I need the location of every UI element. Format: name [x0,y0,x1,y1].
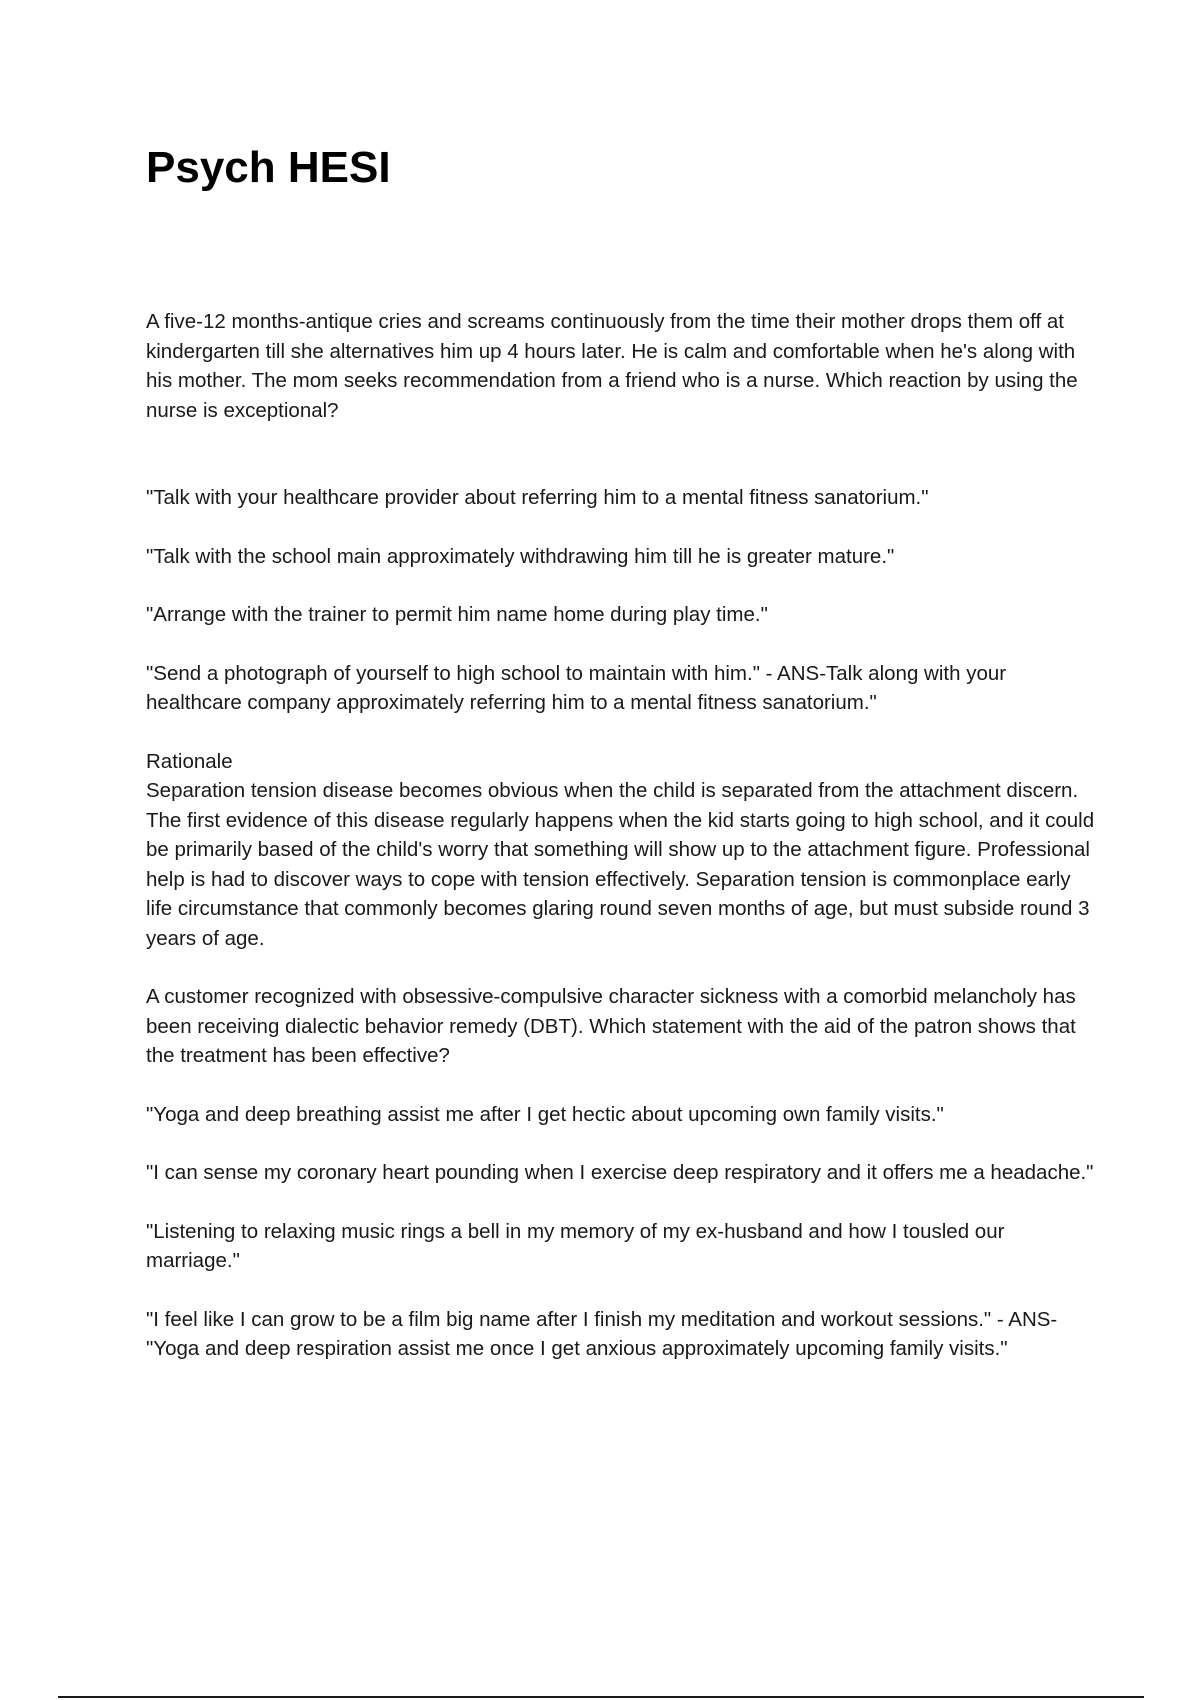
question-1-option-3: "Arrange with the trainer to permit him name home during play time." [146,603,768,626]
rationale-heading: Rationale [146,749,233,773]
footer-divider [58,1696,1144,1698]
document-body [146,307,1096,1364]
question-2-option-4-with-answer: "I feel like I can grow to be a film big name after I finish my meditation and workout sessions." - ANS-"Yoga and deep respiration assist me once I get anxious approximately upcoming family visits." [146,1307,1058,1360]
question-1-stem: A five-12 months-antique cries and screams continuously from the time their mother drops them off at kindergarten till she alternatives him up 4 hours later. He is calm and comfortable when he's along with his mother. The mom seeks recommendation from a friend who is a nurse. Which reaction by using the nurse is exceptional? [146,310,1078,422]
question-1-option-2: "Talk with the school main approximately withdrawing him till he is greater mature." [146,544,895,568]
question-1-option-4-with-answer: "Send a photograph of yourself to high school to maintain with him." - ANS-Talk along with your healthcare company approximately referring him to a mental fitness sanatorium." [146,661,1007,714]
rationale-text: Separation tension disease becomes obvious when the child is separated from the attachment discern. The first evidence of this disease regularly happens when the kid starts going to high school, and it could be primarily based of the child's worry that something will show up to the attachment figure. Professional help is had to discover ways to cope with tension effectively. Separation tension is commonplace early life circumstance that commonly becomes glaring round seven months of age, but must subside round 3 years of age. [146,779,1095,950]
question-2-stem: A customer recognized with obsessive-compulsive character sickness with a comorbid melancholy has been receiving dialectic behavior remedy (DBT). Which statement with the aid of the patron shows that the treatment has been effective? [146,985,1076,1067]
question-2-option-1: "Yoga and deep breathing assist me after I get hectic about upcoming own family visits." [146,1102,944,1126]
question-2-option-3: "Listening to relaxing music rings a bell in my memory of my ex-husband and how I tousled our marriage." [146,1219,1005,1272]
question-1-option-1: "Talk with your healthcare provider about referring him to a mental fitness sanatorium." [146,486,929,509]
question-2-option-2: "I can sense my coronary heart pounding when I exercise deep respiratory and it offers me a headache." [146,1161,1094,1184]
page-title: Psych HESI [146,143,391,192]
